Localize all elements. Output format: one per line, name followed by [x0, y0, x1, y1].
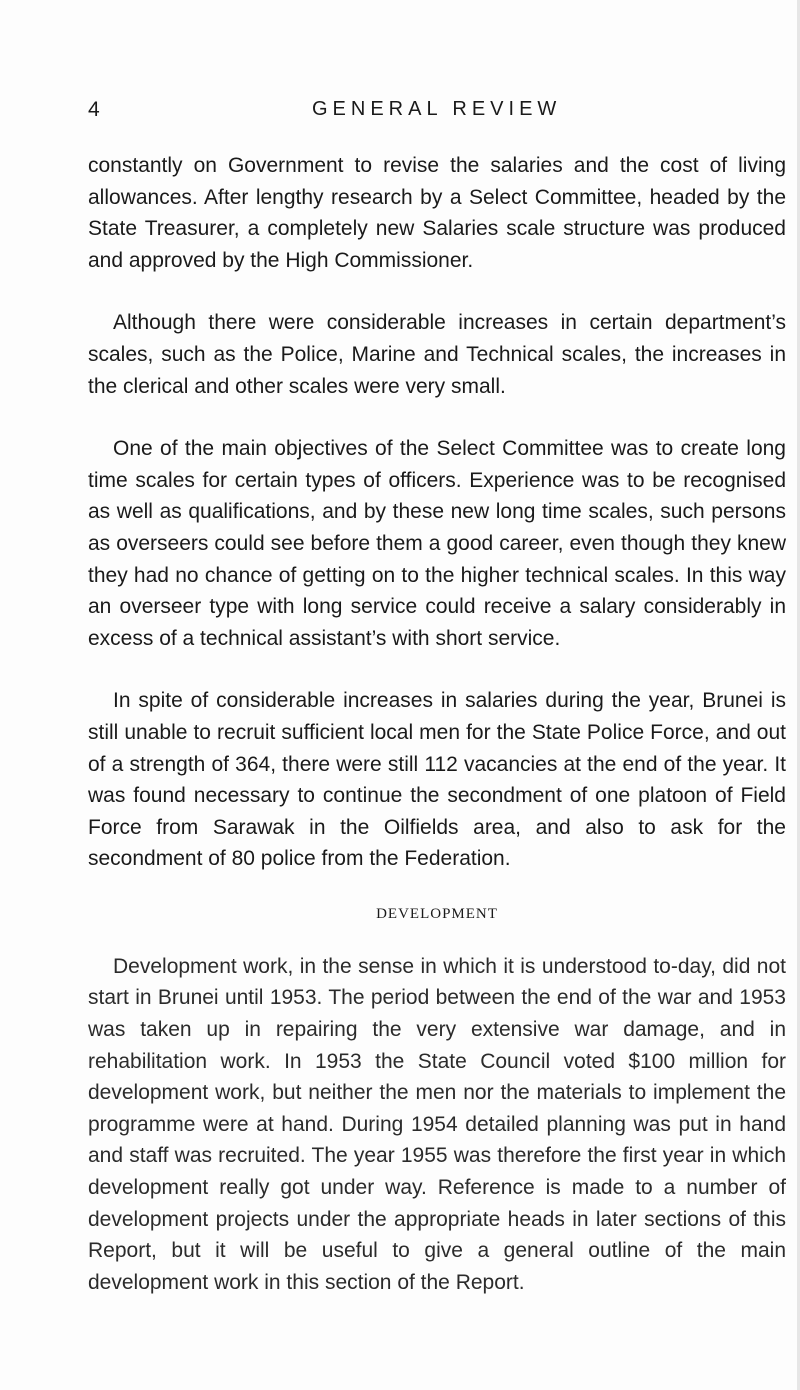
section-heading-development: DEVELOPMENT — [376, 905, 498, 922]
page-number: 4 — [88, 98, 101, 121]
paragraph-development-work: Development work, in the sense in which it is understood to-day, did not start in Brunei until 1953. The period between the end of the war and 1953 was taken up in repairing the very extensive war damage, and in rehabilitation work. In 1953 the State Council voted $100 million for development work, but neither the men nor the materials to implement the programme were at hand. During 1954 detailed planning was put in hand and staff was recruited. The year 1955 was therefore the first year in which development really got under way. Reference is made to a number of development projects under the appropriate heads in later sections of this Report, but it will be useful to give a general outline of the main development work in this section of the Report. — [88, 954, 786, 1294]
running-title: GENERAL REVIEW — [312, 98, 562, 120]
page-header — [88, 98, 743, 128]
paragraph-scale-increases: Although there were considerable increases in certain department’s scales, such as the Police, Marine and Technical scales, the increases in the clerical and other scales were very small. — [88, 311, 786, 398]
paragraph-police-recruitment: In spite of considerable increases in salaries during the year, Brunei is still unable to recruit sufficient local men for the State Police Force, and out of a strength of 364, there were still 112 vacancies at the end of the year. It was found necessary to continue the secondment of one platoon of Field Force from Sarawak in the Oilfields area, and also to ask for the secondment of 80 police from the Federation. — [88, 689, 786, 871]
paragraph-salaries-revision: constantly on Government to revise the salaries and the cost of living allowances. After lengthy research by a Select Committee, headed by the State Treasurer, a completely new Salaries scale structure was produced and approved by the High Commissioner. — [88, 154, 786, 272]
body-text — [88, 150, 786, 1329]
paragraph-long-time-scales: One of the main objectives of the Select Committee was to create long time scales for certain types of officers. Experience was to be recognised as well as qualifications, and by these new long time scales, such persons as overseers could see before them a good career, even though they knew they had no chance of getting on to the higher technical scales. In this way an overseer type with long service could receive a salary considerably in excess of a technical assistant’s with short service. — [88, 437, 786, 650]
